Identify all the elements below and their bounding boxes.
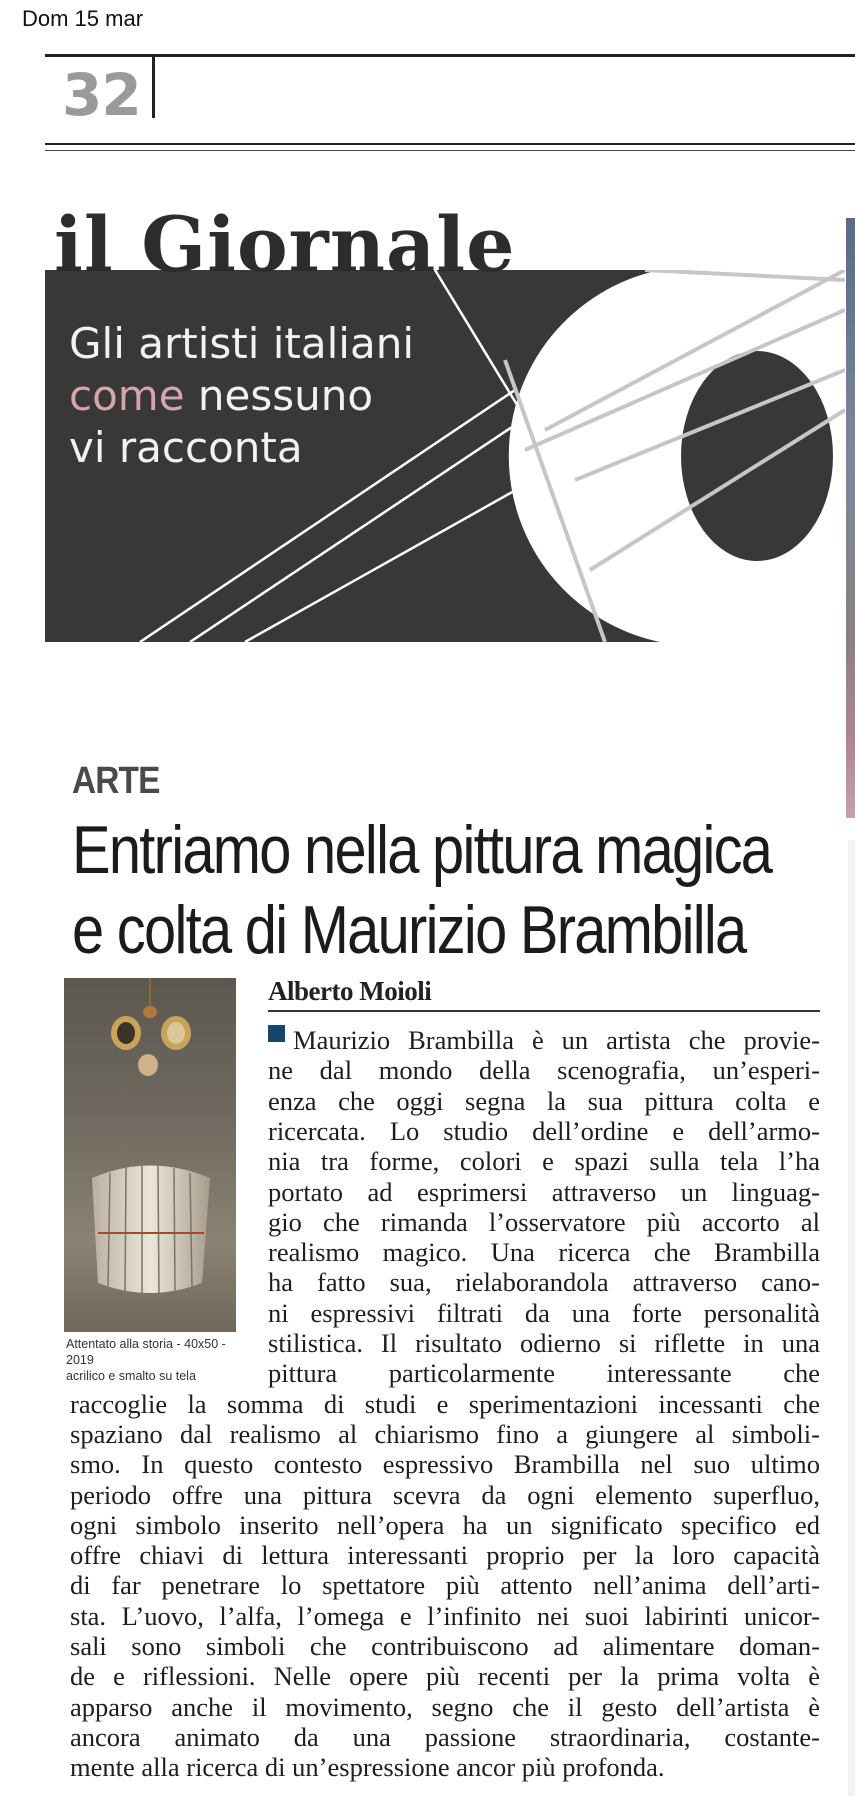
painting-image [64, 978, 236, 1332]
body-text-line: mente alla ricerca di un’espressione ancor più profonda. [70, 1752, 665, 1783]
tagline-line-2-rest: nessuno [184, 371, 374, 420]
body-text-line: ricercata. Lo studio dell’ordine e dell’armo- [268, 1115, 820, 1146]
adjacent-page-edge [846, 218, 855, 818]
body-text-line: apparso anche il movimento, segno che il gesto dell’artista è [70, 1691, 820, 1722]
tagline-line-1: Gli artisti italiani [69, 319, 414, 368]
caption-line-1: Attentato alla storia - 40x50 - 2019 [66, 1337, 226, 1367]
header-rule-thin [45, 150, 855, 151]
body-text-line: ne dal mondo della scenografia, un’esperi- [268, 1055, 820, 1086]
body-text-line: pittura particolarmente interessante che [268, 1358, 820, 1389]
body-text-line: di far penetrare lo spettatore più attento nell’anima dell’arti- [70, 1570, 820, 1601]
page-number: 32 [62, 61, 141, 129]
adjacent-page-edge-lower [848, 840, 855, 1796]
headline-line-1: Entriamo nella pittura magica [72, 812, 772, 888]
body-text-line: sta. L’uovo, l’alfa, l’omega e l’infinito nei suoi labirinti unicor- [70, 1600, 820, 1631]
body-text-line: raccoglie la somma di studi e sperimentazioni incessanti che [70, 1388, 820, 1419]
body-text-line: realismo magico. Una ricerca che Brambilla [268, 1237, 820, 1268]
page-number-separator [152, 56, 155, 118]
header-rule [45, 143, 855, 145]
body-text-line: offre chiavi di lettura interessanti proprio per la loro capacità [70, 1540, 820, 1571]
painting-image-graphic [64, 978, 236, 1332]
body-text-line: Maurizio Brambilla è un artista che provie- [293, 1025, 820, 1055]
banner-tagline [69, 318, 414, 474]
body-text-line: nia tra forme, colori e spazi sulla tela l’ha [268, 1146, 820, 1177]
advert-banner [45, 270, 845, 642]
section-label: ARTE [72, 760, 160, 802]
masthead-logo: il Giornale [54, 200, 516, 289]
paragraph-bullet-icon [268, 1025, 285, 1042]
body-text-line: sali sono simboli che contribuiscono ad alimentare doman- [70, 1631, 820, 1661]
headline-line-2: e colta di Maurizio Brambilla [72, 892, 746, 968]
article-headline [72, 810, 820, 970]
body-text-line: portato ad esprimersi attraverso un linguag- [268, 1176, 820, 1207]
image-caption [66, 1336, 246, 1384]
author-byline: Alberto Moioli [268, 976, 432, 1006]
body-text-line: ancora animato da una passione straordinaria, costante- [70, 1721, 820, 1752]
byline-rule [268, 1010, 820, 1012]
tagline-line-2 [69, 370, 414, 422]
body-text-line: smo. In questo contesto espressivo Brambilla nel suo ultimo [70, 1449, 820, 1480]
tagline-highlight-word: come [69, 371, 185, 420]
body-text-line: ni espressivi filtrati da una forte personalità [268, 1297, 820, 1328]
body-text-line: ha fatto sua, rielaborandola attraverso cano- [268, 1267, 820, 1298]
body-text-line: de e riflessioni. Nelle opere più recenti per la prima volta è [70, 1661, 820, 1692]
body-text-line: stilistica. Il risultato odierno si riflette in una [268, 1328, 820, 1358]
body-text-line: enza che oggi segna la sua pittura colta e [268, 1085, 820, 1116]
caption-line-2: acrilico e smalto su tela [66, 1369, 196, 1383]
status-date: Dom 15 mar [22, 6, 144, 31]
body-text-line: gio che rimanda l’osservatore più accorto al [268, 1206, 820, 1237]
tagline-line-3: vi racconta [69, 423, 303, 472]
body-text-line: spaziano dal realismo al chiarismo fino a giungere al simboli- [70, 1418, 820, 1449]
body-text-line: ogni simbolo inserito nell’opera ha un significato specifico ed [70, 1509, 820, 1540]
top-rule [45, 54, 855, 57]
body-text-line: periodo offre una pittura scevra da ogni elemento superfluo, [70, 1479, 820, 1510]
